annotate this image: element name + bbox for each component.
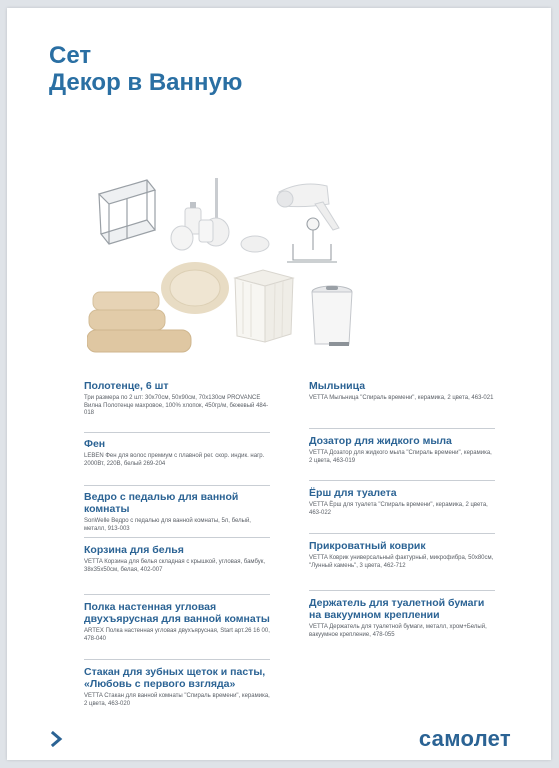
product-item [84,380,270,433]
bath-mat-image [161,262,229,314]
brand-logo: самолет [418,726,511,751]
product-description: ARTEX Полка настенная угловая двухъярусная, Start арт.26 16 00, 478-040 [84,628,270,642]
product-list-left [84,380,270,722]
product-description: LEBEN Фен для волос премиум с плавной рег. скор. индик. нагр. 2000Вт, 220В, белый 269-204 [84,453,265,467]
product-description: VETTA Мыльница "Спираль времени", керамика, 2 цвета, 463-021 [309,395,494,401]
product-title: Прикроватный коврик [309,540,426,552]
product-title: Полка настенная угловая двухъярусная для ванной комнаты [84,601,270,625]
chevron-right-icon [51,731,63,747]
product-description: VETTA Дозатор для жидкого мыла "Спираль времени", керамика, 2 цвета, 463-019 [309,450,492,464]
product-description: VETTA Корзина для белья складная с крышкой, угловая, бамбук, 38х35х50см, белая, 402-007 [84,559,266,573]
product-title: Ёрш для туалета [309,487,397,499]
product-description: VETTA Коврик универсальный фактурный, микрофибра, 50х80см, "Лунный камень", 3 цвета, 462-712 [309,555,494,569]
laundry-basket-image [235,270,293,342]
product-item [84,433,270,486]
product-title: Корзина для белья [84,544,184,556]
product-item [309,534,495,591]
product-item [309,481,495,534]
product-item [84,538,270,595]
product-title: Фен [84,438,106,450]
title-line-1: Сет [49,42,92,69]
product-title: Стакан для зубных щеток и пасты, «Любовь с первого взгляда» [84,666,266,690]
catalog-page [7,8,551,760]
product-description: VETTA Стакан для ванной комнаты "Спираль времени", керамика, 2 цвета, 463-020 [84,693,270,707]
product-title: Ведро с педалью для ванной комнаты [84,491,239,515]
products-illustration [87,174,377,364]
product-item [84,486,270,538]
ceramic-set-image [171,178,269,252]
product-item [84,595,270,660]
product-description: SonWelle Ведро с педалью для ванной комнаты, 5л, белый, металл, 913-003 [84,518,251,532]
product-item [84,660,270,722]
product-title: Полотенце, 6 шт [84,380,169,392]
product-description: VETTA Ёрш для туалета "Спираль времени", керамика, 2 цвета, 463-022 [309,502,488,516]
title-line-2: Декор в Ванную [49,69,243,96]
product-description: VETTA Держатель для туалетной бумаги, металл, хром+Белый, вакуумное крепление, 478-055 [309,624,487,638]
page-title [49,42,242,96]
pedal-bin-image [312,286,352,346]
product-title: Дозатор для жидкого мыла [309,435,452,447]
product-title: Мыльница [309,380,366,392]
corner-shelf-image [99,180,155,244]
product-item [309,380,495,429]
product-list-right [309,380,495,655]
product-description: Три размера по 2 шт: 30х70см, 50х90см, 70х130см PROVANCE Вилна Полотенце махровое, 100% хлопок, 450гр/м, бежевый 484-018 [84,395,269,417]
product-item [309,429,495,481]
product-item [309,591,495,655]
product-title: Держатель для туалетной бумаги на вакуумном креплении [309,597,485,621]
